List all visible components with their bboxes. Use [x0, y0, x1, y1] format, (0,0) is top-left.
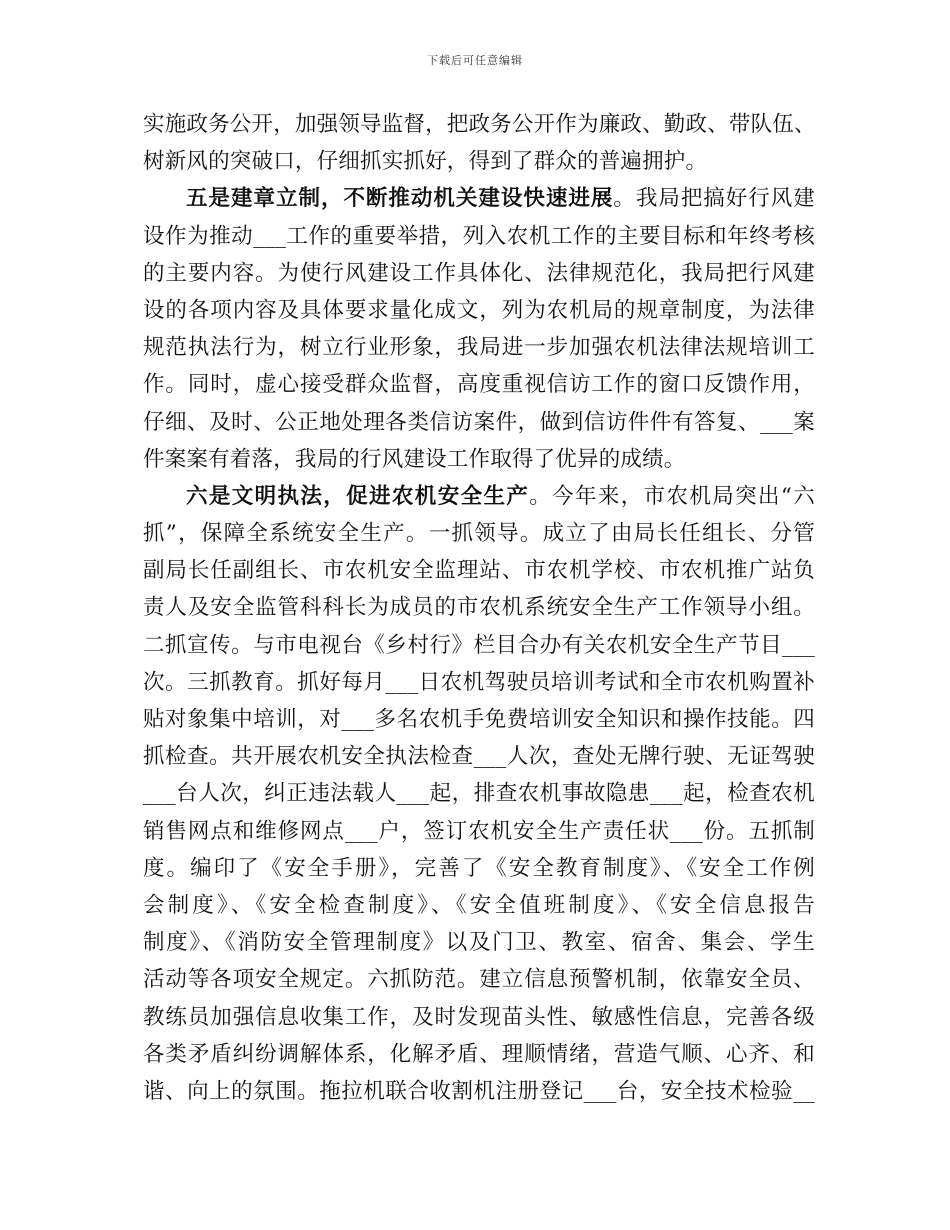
text-run: 。我局把搞好行风建	[613, 186, 815, 212]
paragraph	[143, 478, 815, 1110]
text-line: 的主要内容。为使行风建设工作具体化、法律规范化，我局把行风建	[143, 260, 815, 286]
text-line: 件案案有着落，我局的行风建设工作取得了优异的成绩。	[143, 446, 686, 472]
text-line: 二抓宣传。与市电视台《乡村行》栏目合办有关农机安全生产节目___	[143, 632, 815, 658]
text-line: 贴对象集中培训，对___多名农机手免费培训安全知识和操作技能。四	[143, 707, 815, 732]
paragraph	[143, 180, 815, 478]
text-line: 设作为推动___工作的重要举措，列入农机工作的主要目标和年终考核	[143, 223, 815, 249]
document-body	[143, 106, 815, 1110]
text-line: 抓检查。共开展农机安全执法检查___人次，查处无牌行驶、无证驾驶	[143, 744, 815, 770]
text-line: 会制度》、《安全检查制度》、《安全值班制度》、《安全信息报告	[143, 892, 815, 918]
text-line: 次。三抓教育。抓好每月___日农机驾驶员培训考试和全市农机购置补	[143, 669, 815, 695]
text-line: 作。同时，虚心接受群众监督，高度重视信访工作的窗口反馈作用，	[143, 372, 815, 398]
text-line	[143, 478, 815, 515]
text-line: 抓”，保障全系统安全生产。一抓领导。成立了由局长任组长、分管	[143, 521, 815, 547]
text-line	[143, 180, 815, 217]
text-line: 谐、向上的氛围。拖拉机联合收割机注册登记___台，安全技术检验__	[143, 1078, 815, 1104]
text-line: 规范执法行为，树立行业形象，我局进一步加强农机法律法规培训工	[143, 335, 815, 361]
text-line: 设的各项内容及具体要求量化成文，列为农机局的规章制度，为法律	[143, 297, 815, 323]
page-header-note: 下载后可任意编辑	[427, 54, 523, 67]
paragraph-heading: 六是文明执法，促进农机安全生产	[186, 483, 530, 509]
text-line: 仔细、及时、公正地处理各类信访案件，做到信访件件有答复、___案	[143, 409, 815, 435]
paragraph	[143, 106, 815, 180]
text-run: 。今年来，市农机局突出“六	[529, 483, 815, 509]
text-line: 活动等各项安全规定。六抓防范。建立信息预警机制，依靠安全员、	[143, 967, 815, 993]
text-line: 教练员加强信息收集工作，及时发现苗头性、敏感性信息，完善各级	[143, 1004, 815, 1030]
text-line: 树新风的突破口，仔细抓实抓好，得到了群众的普遍拥护。	[143, 149, 708, 175]
text-line: 责人及安全监管科科长为成员的市农机系统安全生产工作领导小组。	[143, 595, 815, 621]
text-line: 制度》、《消防安全管理制度》以及门卫、教室、宿舍、集会、学生	[143, 930, 815, 956]
text-line: 各类矛盾纠纷调解体系，化解矛盾、理顺情绪，营造气顺、心齐、和	[143, 1041, 815, 1067]
text-line: ___台人次，纠正违法载人___起，排查农机事故隐患___起，检查农机	[143, 781, 815, 807]
text-line: 副局长任副组长、市农机安全监理站、市农机学校、市农机推广站负	[143, 558, 815, 584]
text-line: 度。编印了《安全手册》，完善了《安全教育制度》、《安全工作例	[143, 855, 815, 881]
text-line: 销售网点和维修网点___户，签订农机安全生产责任状___份。五抓制	[143, 818, 815, 844]
text-line: 实施政务公开，加强领导监督，把政务公开作为廉政、勤政、带队伍、	[143, 112, 816, 137]
paragraph-heading: 五是建章立制，不断推动机关建设快速进展	[186, 186, 614, 212]
